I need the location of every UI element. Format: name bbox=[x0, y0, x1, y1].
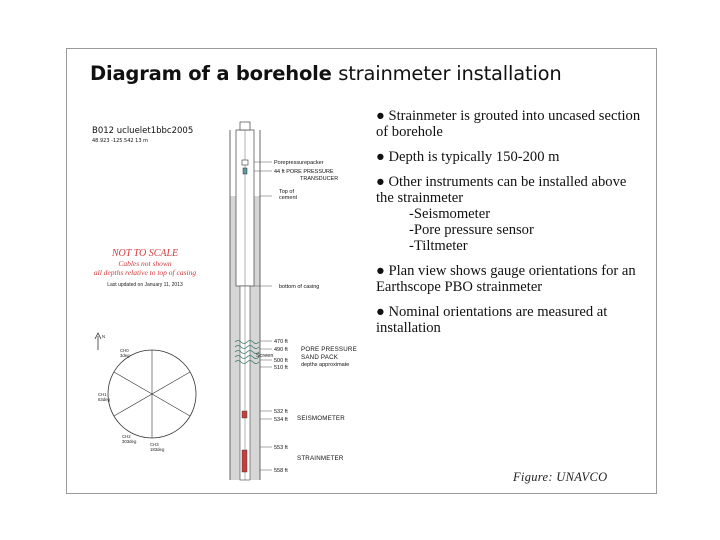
title-rest: strainmeter installation bbox=[338, 62, 562, 85]
seismometer-label: SEISMOMETER bbox=[297, 415, 345, 422]
packer-marker bbox=[242, 160, 248, 165]
sand-pack-label: SAND PACK bbox=[301, 354, 339, 361]
casing-bottom-label: bottom of casing bbox=[279, 284, 320, 290]
pore-pressure-label: PORE PRESSURE bbox=[301, 346, 357, 353]
cement-label: Top of bbox=[279, 189, 294, 195]
plan-view bbox=[95, 333, 196, 452]
bullet-text: ● Strainmeter is grouted into uncased section of borehole bbox=[376, 108, 641, 140]
updated-note: Last updated on January 11, 2013 bbox=[107, 282, 183, 288]
bullet-text: ● Other instruments can be installed above the strainmeter bbox=[376, 174, 627, 206]
bullet-sub-item: -Tiltmeter bbox=[409, 238, 468, 254]
screen-label: Screen bbox=[256, 353, 274, 359]
casing-cap bbox=[240, 122, 250, 130]
bullet-text: ● Depth is typically 150-200 m bbox=[376, 149, 560, 165]
depth-534-label: 534 ft bbox=[274, 417, 288, 423]
transducer-label-2: TRANSDUCER bbox=[300, 176, 339, 182]
bullet-sub-item: -Seismometer bbox=[409, 206, 491, 222]
bullet-text: ● Plan view shows gauge orientations for an Earthscope PBO strainmeter bbox=[376, 263, 636, 295]
depth-532-label: 532 ft bbox=[274, 409, 288, 415]
ch1-label: CH1 bbox=[98, 392, 107, 397]
depth-490-label: 490 ft bbox=[274, 347, 288, 353]
figure-credit: Figure: UNAVCO bbox=[513, 470, 608, 484]
cables-note: Cables not shown bbox=[118, 259, 172, 268]
ch1-deg: 63deg bbox=[98, 397, 110, 402]
bullet-sub-item: -Pore pressure sensor bbox=[409, 222, 534, 238]
title-bold: Diagram of a borehole bbox=[90, 62, 332, 85]
ch2-label: CH2 bbox=[122, 434, 131, 439]
ch0-label: CH0 bbox=[120, 348, 129, 353]
transducer-label: 44 ft PORE PRESSURE bbox=[274, 169, 334, 175]
transducer-marker bbox=[243, 168, 247, 174]
depths-note: all depths relative to top of casing bbox=[93, 268, 197, 277]
depths-approx-label: depths approximate bbox=[301, 362, 350, 368]
strainmeter-body bbox=[242, 450, 247, 472]
depth-510-label: 510 ft bbox=[274, 365, 288, 371]
site-coords: 48.923 -125.542 13 m bbox=[92, 138, 148, 144]
ch3-deg: 183deg bbox=[150, 447, 165, 452]
seismometer-marker bbox=[242, 411, 247, 418]
depth-558-label: 558 ft bbox=[274, 468, 288, 474]
packer-label: Porepressurepacker bbox=[274, 160, 324, 166]
site-id: B012 ucluelet1bbc2005 bbox=[92, 126, 194, 136]
ch3-label: CH3 bbox=[150, 442, 159, 447]
not-to-scale-note: NOT TO SCALE bbox=[111, 248, 179, 259]
depth-470-label: 470 ft bbox=[274, 339, 288, 345]
ch0-deg: 3deg bbox=[120, 353, 130, 358]
ch2-deg: 303deg bbox=[122, 439, 137, 444]
north-label: N bbox=[102, 334, 106, 339]
cement-label-2: cement bbox=[279, 195, 298, 201]
depth-500-label: 500 ft bbox=[274, 358, 288, 364]
bullet-text: ● Nominal orientations are measured at installation bbox=[376, 304, 608, 336]
strainmeter-label: STRAINMETER bbox=[297, 455, 344, 462]
depth-553-label: 553 ft bbox=[274, 445, 288, 451]
